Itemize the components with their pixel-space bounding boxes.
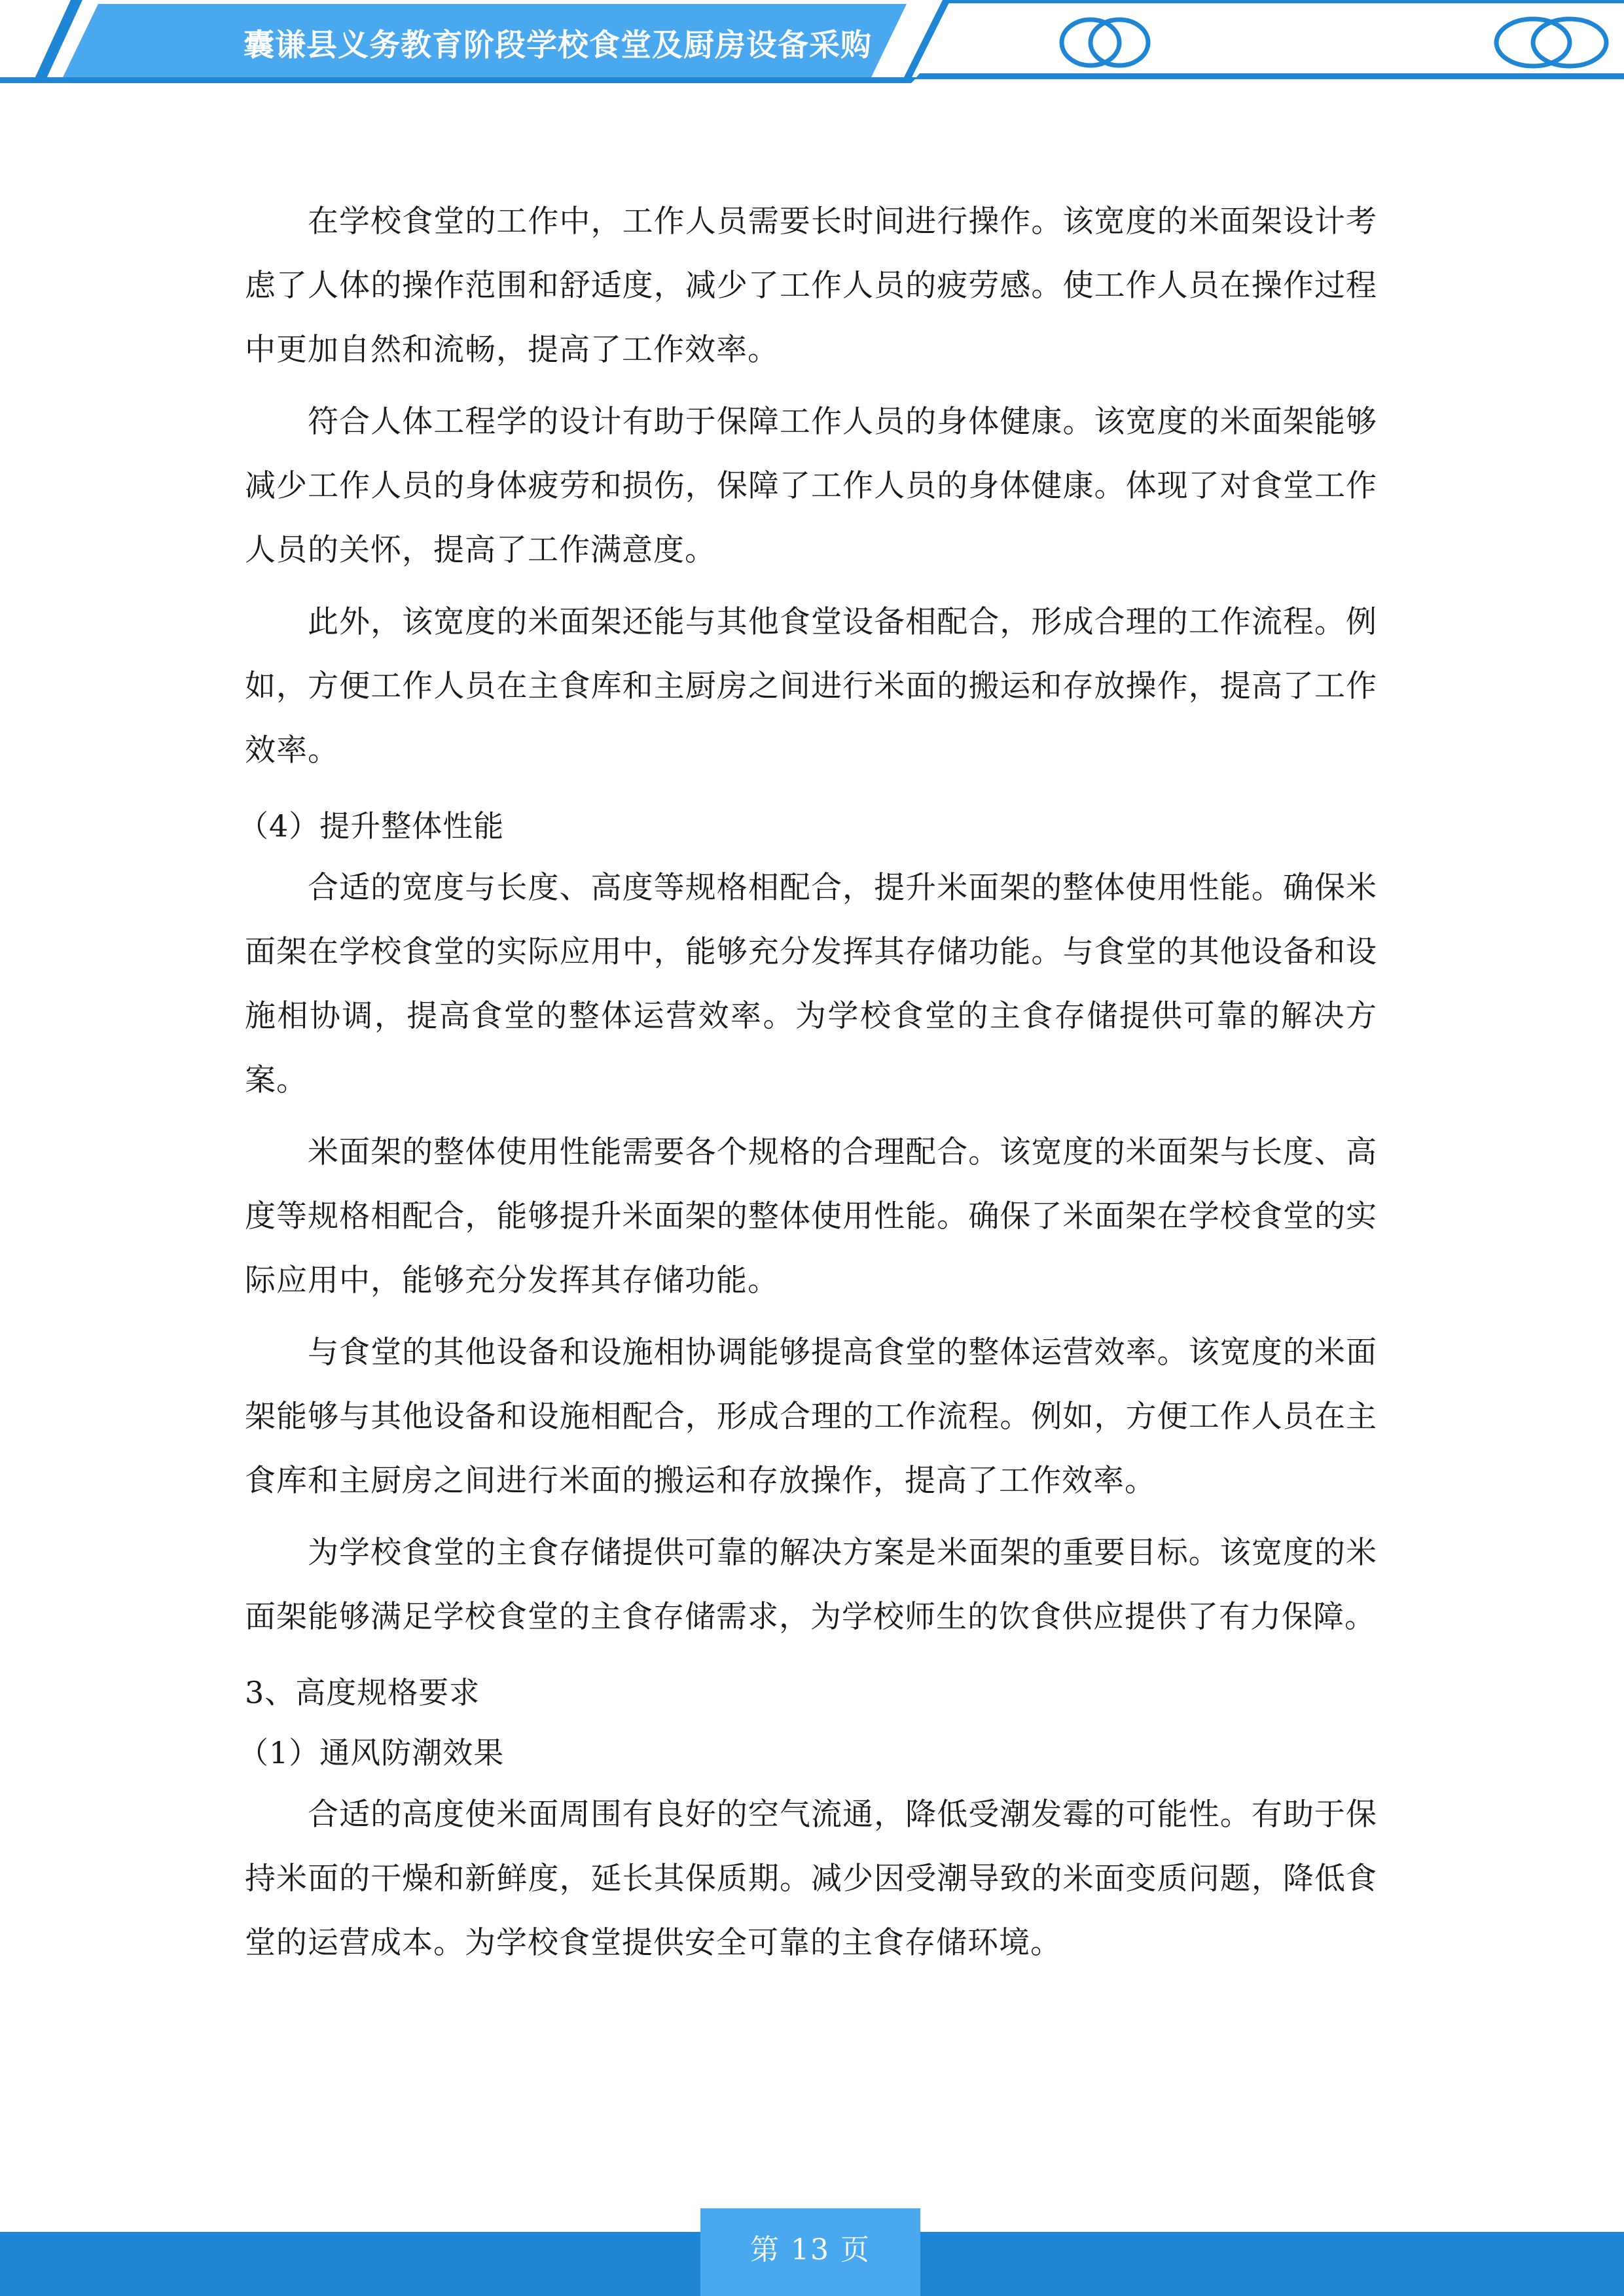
- paragraph: 与食堂的其他设备和设施相协调能够提高食堂的整体运营效率。该宽度的米面架能够与其他设备和设施相配合，形成合理的工作流程。例如，方便工作人员在主食库和主厨房之间进行米面的搬运和存放操作，提高了工作效率。: [245, 1335, 1377, 1499]
- page-number: 第 13 页: [750, 2233, 871, 2267]
- paragraph: 符合人体工程学的设计有助于保障工作人员的身体健康。该宽度的米面架能够减少工作人员的身体疲劳和损伤，保障了工作人员的身体健康。体现了对食堂工作人员的关怀，提高了工作满意度。: [245, 404, 1377, 568]
- document-body: [238, 190, 1377, 1983]
- double-ring-logo-icon: [1059, 13, 1151, 72]
- double-ring-logo-icon-right: [1492, 13, 1610, 72]
- section-heading: （4）提升整体性能: [238, 808, 505, 844]
- paragraph: 合适的高度使米面周围有良好的空气流通，降低受潮发霉的可能性。有助于保持米面的干燥和新鲜度，延长其保质期。减少因受潮导致的米面变质问题，降低食堂的运营成本。为学校食堂提供安全可靠的主食存储环境。: [245, 1797, 1377, 1961]
- page-header: [0, 0, 1624, 85]
- paragraph: 此外，该宽度的米面架还能与其他食堂设备相配合，形成合理的工作流程。例如，方便工作人员在主食库和主厨房之间进行米面的搬运和存放操作，提高了工作效率。: [245, 604, 1377, 768]
- paragraph: 合适的宽度与长度、高度等规格相配合，提升米面架的整体使用性能。确保米面架在学校食堂的实际应用中，能够充分发挥其存储功能。与食堂的其他设备和设施相协调，提高食堂的整体运营效率。为学校食堂的主食存储提供可靠的解决方案。: [245, 870, 1377, 1098]
- paragraph: 在学校食堂的工作中，工作人员需要长时间进行操作。该宽度的米面架设计考虑了人体的操作范围和舒适度，减少了工作人员的疲劳感。使工作人员在操作过程中更加自然和流畅，提高了工作效率。: [245, 204, 1377, 368]
- subsection-heading: （1）通风防潮效果: [238, 1735, 505, 1770]
- header-title: 囊谦县义务教育阶段学校食堂及厨房设备采购: [244, 27, 872, 63]
- section-heading: 3、高度规格要求: [245, 1675, 480, 1710]
- paragraph: 为学校食堂的主食存储提供可靠的解决方案是米面架的重要目标。该宽度的米面架能够满足学校食堂的主食存储需求，为学校师生的饮食供应提供了有力保障。: [245, 1535, 1377, 1635]
- paragraph: 米面架的整体使用性能需要各个规格的合理配合。该宽度的米面架与长度、高度等规格相配合，能够提升米面架的整体使用性能。确保了米面架在学校食堂的实际应用中，能够充分发挥其存储功能。: [245, 1134, 1377, 1299]
